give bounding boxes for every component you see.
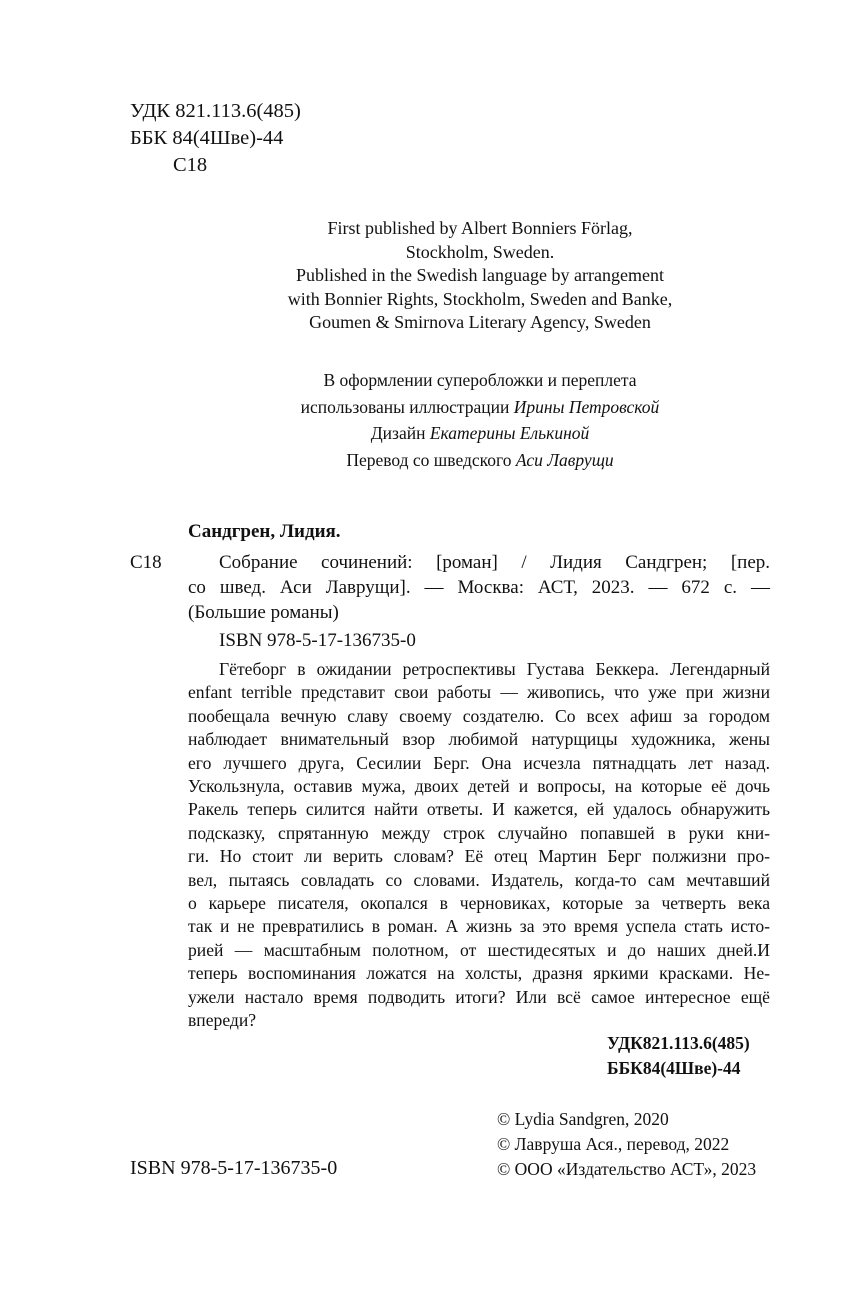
illustrator-name: Ирины Петровской xyxy=(513,396,660,417)
annotation-line: рией — масштабным полотном, от шестидесятых и до наших дней.И xyxy=(188,939,770,960)
translator-name: Аси Лаврущи xyxy=(515,449,614,470)
catalog-mark: С18 xyxy=(130,552,162,573)
annotation-line: enfant terrible представит свои работы — живопись, что уже при жизни xyxy=(188,682,770,703)
bottom-codes xyxy=(607,1031,750,1081)
translation-credit-prefix: Перевод со шведского xyxy=(346,449,516,470)
annotation-line: Ракель теперь силится найти ответы. И кажется, ей удалось обнаружить xyxy=(188,799,770,820)
cover-credit-line xyxy=(220,394,740,421)
design-credit-line xyxy=(220,420,740,447)
annotation-line: вел, пытаясь совладать со словами. Издатель, когда-то сам мечтавший xyxy=(188,869,770,890)
publisher-note-line: Goumen & Smirnova Literary Agency, Sweden xyxy=(309,312,651,332)
annotation-line: теперь воспоминания ложатся на холсты, дразня яркими красками. Не- xyxy=(188,963,770,984)
annotation-line: о карьере писателя, окопался в черновиках, которые за четверть века xyxy=(188,893,770,914)
design-credit-prefix: Дизайн xyxy=(370,423,430,443)
cover-credit-prefix: использованы иллюстрации xyxy=(300,396,514,417)
bottom-bbk-code: ББК84(4Шве)-44 xyxy=(607,1058,741,1078)
publisher-note xyxy=(220,217,740,335)
publisher-note-line: with Bonnier Rights, Stockholm, Sweden and Banke, xyxy=(287,288,673,309)
copyright-block xyxy=(497,1107,756,1182)
bbk-code: ББК 84(4Шве)-44 xyxy=(130,127,284,149)
copyright-line: © Lydia Sandgren, 2020 xyxy=(497,1109,669,1129)
catalog-entry xyxy=(188,550,770,625)
annotation-line: наблюдает внимательный взор любимой натурщицы художника, жены xyxy=(188,729,770,750)
annotation-line: его лучшего друга, Сесилии Берг. Она исчезла пятнадцать лет назад. xyxy=(188,752,770,773)
annotation-line: Гётеборг в ожидании ретроспективы Густава Беккера. Легендарный xyxy=(219,659,770,679)
catalog-entry-line: со швед. Аси Лаврущи]. — Москва: АСТ, 2023. — 672 с. — xyxy=(188,577,770,598)
cover-credit-line: В оформлении суперобложки и переплета xyxy=(323,370,637,390)
annotation-line: так и не превратились в роман. А жизнь за это время успела стать исто- xyxy=(188,916,770,937)
annotation-line: ги. Но стоит ли верить словам? Её отец Мартин Берг полжизни про- xyxy=(188,846,770,867)
author-mark: С18 xyxy=(173,154,208,176)
catalog-author: Сандгрен, Лидия. xyxy=(188,521,341,542)
copyright-line: © ООО «Издательство АСТ», 2023 xyxy=(497,1159,757,1179)
catalog-isbn: ISBN 978-5-17-136735-0 xyxy=(219,630,416,651)
annotation xyxy=(188,658,770,1033)
translation-credit-line xyxy=(220,447,740,474)
annotation-line: подсказку, спрятанную между строк случайно попавшей в руки кни- xyxy=(188,822,770,843)
publisher-note-line: Stockholm, Sweden. xyxy=(405,241,555,262)
publisher-note-line: First published by Albert Bonniers Förlag, xyxy=(327,218,633,238)
annotation-line: Ускользнула, оставив мужа, двоих детей и вопросы, на которые её дочь xyxy=(188,776,770,797)
annotation-line: ужели настало время подводить итоги? Или всё самое интересное ещё xyxy=(188,986,770,1007)
copyright-line: © Лаврушa Ася., перевод, 2022 xyxy=(497,1134,730,1154)
isbn-bottom: ISBN 978-5-17-136735-0 xyxy=(130,1157,338,1179)
catalog-entry-line: Собрание сочинений: [роман] / Лидия Сандгрен; [пер. xyxy=(219,552,770,573)
annotation-line: впереди? xyxy=(188,1010,257,1031)
classification-block xyxy=(130,98,301,179)
annotation-line: пообещала вечную славу своему создателю. Со всех афиш за городом xyxy=(188,705,770,726)
catalog-entry-line: (Большие романы) xyxy=(188,602,339,623)
designer-name: Екатерины Елькиной xyxy=(429,423,590,443)
bottom-udk-code: УДК821.113.6(485) xyxy=(607,1033,750,1053)
credits-block xyxy=(220,367,740,473)
publisher-note-line: Published in the Swedish language by arrangement xyxy=(296,265,664,285)
udk-code: УДК 821.113.6(485) xyxy=(130,100,301,122)
